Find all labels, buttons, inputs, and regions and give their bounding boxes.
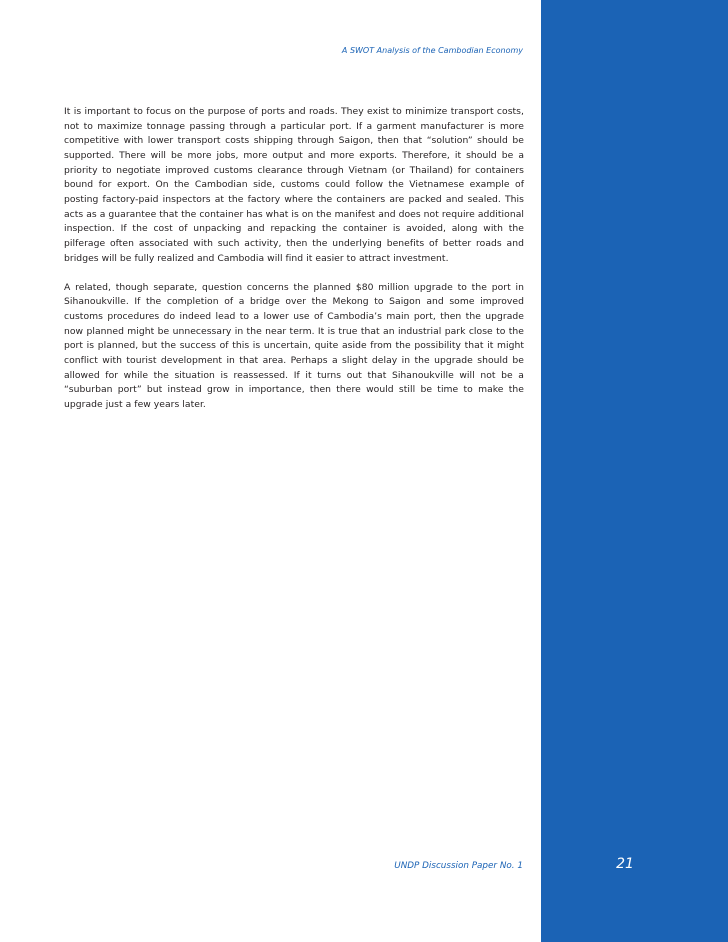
body-text	[64, 105, 524, 427]
body-paragraph: A related, though separate, question concerns the planned $80 million upgrade to the port in Sihanoukville. If the completion of a bridge over the Mekong to Saigon and some improved customs procedures do indeed lead to a lower use of Cambodia’s main port, then the upgrade now planned might be unnecessary in the near term. It is true that an industrial park close to the port is planned, but the success of this is uncertain, quite aside from the possibility that it might conflict with tourist development in that area. Perhaps a slight delay in the upgrade should be allowed for while the situation is reassessed. If it turns out that Sihanoukville will not be a “suburban port” but instead grow in importance, then there would still be time to make the upgrade just a few years later.	[64, 281, 524, 411]
body-paragraph: It is important to focus on the purpose of ports and roads. They exist to minimize transport costs, not to maximize tonnage passing through a particular port. If a garment manufacturer is more competitive with lower transport costs shipping through Saigon, then that “solution” should be supported. There will be more jobs, more output and more exports. Therefore, it should be a priority to negotiate improved customs clearance through Vietnam (or Thailand) for containers bound for export. On the Cambodian side, customs could follow the Vietnamese example of posting factory-paid inspectors at the factory where the containers are packed and sealed. This acts as a guarantee that the container has what is on the manifest and does not require additional inspection. If the cost of unpacking and repacking the container is avoided, along with the pilferage often associated with such activity, then the underlying benefits of better roads and bridges will be fully realized and Cambodia will find it easier to attract investment.	[64, 106, 524, 264]
footer-series-label: UNDP Discussion Paper No. 1	[394, 861, 523, 871]
page-number: 21	[616, 856, 634, 872]
running-header: A SWOT Analysis of the Cambodian Economy	[341, 46, 523, 55]
blue-sidebar	[541, 0, 728, 942]
